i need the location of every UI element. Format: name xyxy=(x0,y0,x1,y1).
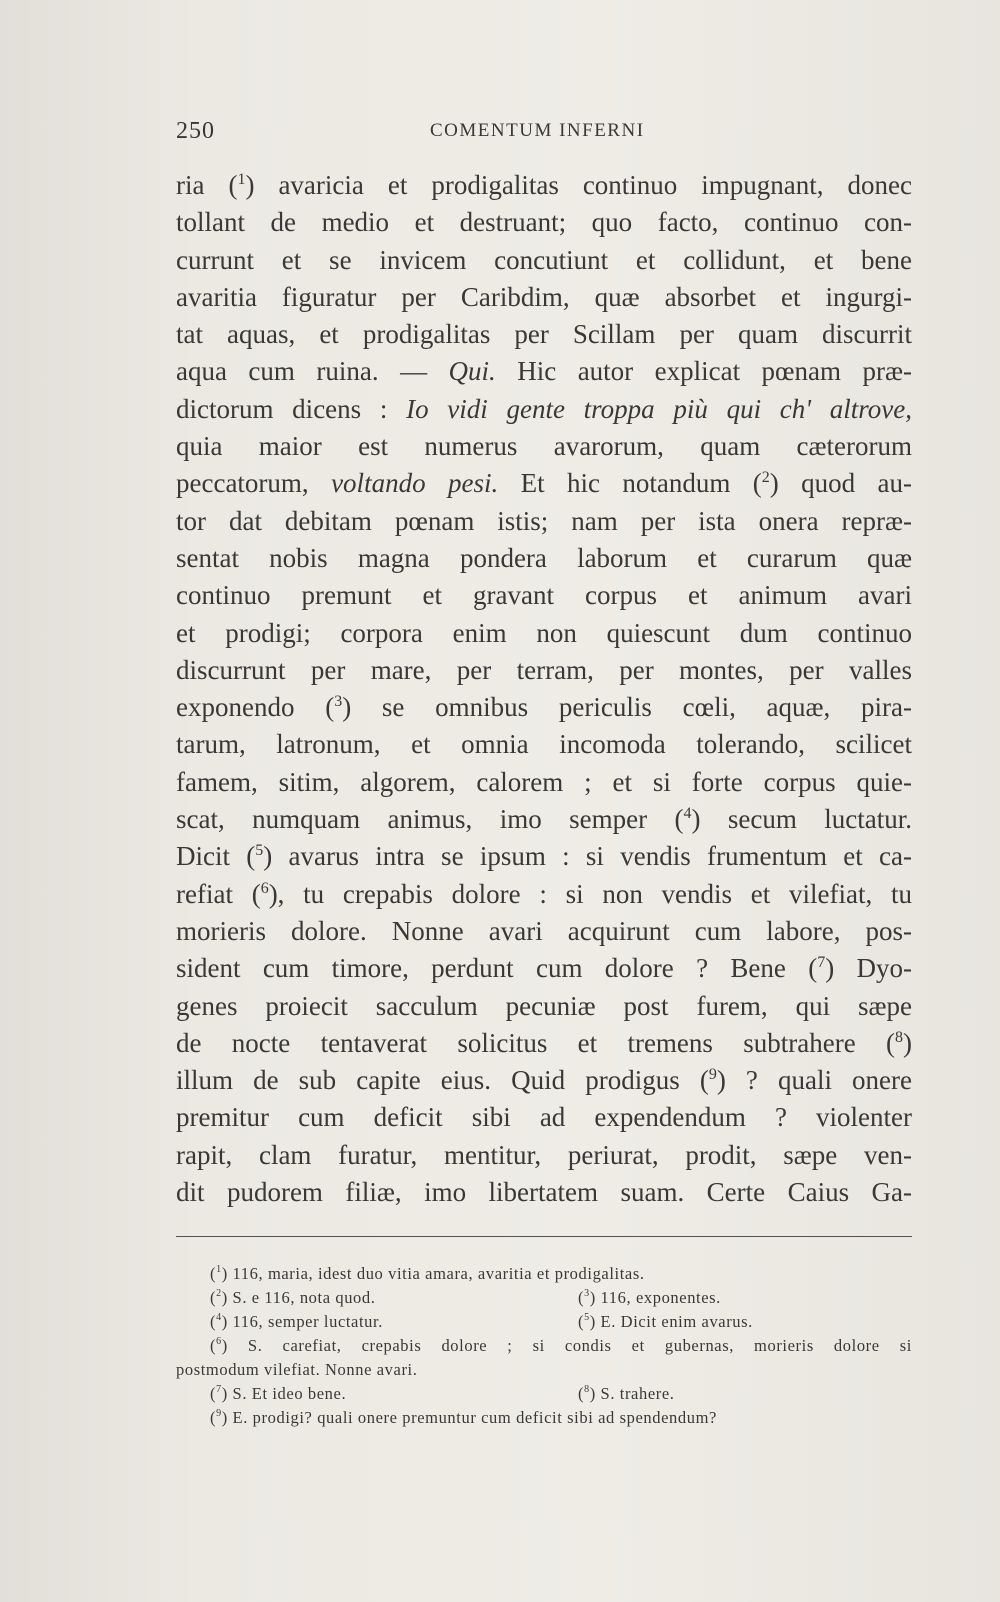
footnote: ($^6$) S. carefiat, crepabis dolore ; si condis et gubernas, morieris dolore si xyxy=(210,1336,912,1355)
text-line: rapit, clam furatur, mentitur, periurat, prodit, sæpe ven- xyxy=(176,1139,912,1170)
body-text xyxy=(176,167,912,1211)
text-line: ria ($^1$) avaricia et prodigalitas continuo impugnant, donec xyxy=(176,170,912,200)
footnote-ref: 2 xyxy=(761,469,770,487)
text-line: avaritia figuratur per Caribdim, quæ absorbet et ingurgi- xyxy=(176,281,912,312)
text-line: currunt et se invicem concutiunt et collidunt, et bene xyxy=(176,244,912,275)
footnote: ($^5$) E. Dicit enim avarus. xyxy=(578,1312,753,1331)
quotation-italic: Io vidi gente troppa più qui ch' altrove, xyxy=(406,393,912,424)
text-line: continuo premunt et gravant corpus et animum avari xyxy=(176,580,912,611)
text-line: sident cum timore, perdunt cum dolore ? Bene ($^7$) Dyo- xyxy=(176,953,912,984)
text-line: quia maior est numerus avarorum, quam cæterorum xyxy=(176,431,912,462)
text-line: aqua cum ruina. — Qui. Hic autor explicat pœnam præ- xyxy=(176,356,912,387)
footnote-ref: 7 xyxy=(817,954,826,972)
footnote-pair xyxy=(176,1286,912,1310)
text-line: dictorum dicens : Io vidi gente troppa più qui ch' altrove, xyxy=(176,393,912,424)
footnotes xyxy=(176,1262,912,1430)
footnote-divider xyxy=(176,1236,912,1237)
running-title: COMENTUM INFERNI xyxy=(430,120,645,141)
text-line: famem, sitim, algorem, calorem ; et si forte corpus quie- xyxy=(176,766,912,797)
text-line: dit pudorem filiæ, imo libertatem suam. Certe Caius Ga- xyxy=(176,1177,912,1208)
text-line: exponendo ($^3$) se omnibus periculis cœli, aquæ, pira- xyxy=(176,692,912,723)
footnote-ref: 5 xyxy=(255,842,264,860)
text-line: refiat ($^6$), tu crepabis dolore : si non vendis et vilefiat, tu xyxy=(176,878,912,909)
text-line: discurrunt per mare, per terram, per montes, per valles xyxy=(176,654,912,685)
footnote-ref: 1 xyxy=(237,171,246,188)
text-line: tollant de medio et destruant; quo facto, continuo con- xyxy=(176,207,912,238)
text-line: Dicit ($^5$) avarus intra se ipsum : si vendis frumentum et ca- xyxy=(176,841,912,872)
footnote-ref: 4 xyxy=(683,805,692,823)
footnote: ($^7$) S. Et ideo bene. xyxy=(210,1384,347,1403)
footnote-pair xyxy=(176,1310,912,1334)
text-line: illum de sub capite eius. Quid prodigus ($^9$) ? quali onere xyxy=(176,1065,913,1096)
footnote: ($^1$) 116, maria, idest duo vitia amara, avaritia et prodigalitas. xyxy=(210,1264,645,1283)
footnote: ($^9$) E. prodigi? quali onere premuntur cum deficit sibi ad spendendum? xyxy=(210,1408,717,1427)
footnote-ref: 8 xyxy=(895,1028,903,1046)
footnote: ($^2$) S. e 116, nota quod. xyxy=(210,1288,376,1307)
text-line: tor dat debitam pœnam istis; nam per ista onera repræ- xyxy=(176,505,912,536)
text-line: premitur cum deficit sibi ad expendendum ? violenter xyxy=(176,1102,912,1133)
text-line: et prodigi; corpora enim non quiescunt dum continuo xyxy=(176,617,912,648)
text-line: scat, numquam animus, imo semper ($^4$) secum luctatur. xyxy=(176,804,912,835)
text-line: peccatorum, voltando pesi. Et hic notandum ($^2$) quod au- xyxy=(176,468,912,499)
footnote: ($^8$) S. trahere. xyxy=(578,1384,675,1403)
footnote-continuation: postmodum vilefiat. Nonne avari. xyxy=(176,1360,418,1379)
text-line: sentat nobis magna pondera laborum et curarum quæ xyxy=(176,542,912,573)
text-line: tarum, latronum, et omnia incomoda tolerando, scilicet xyxy=(176,729,912,760)
footnote-pair xyxy=(176,1382,912,1406)
page-number: 250 xyxy=(176,118,215,144)
footnote: ($^3$) 116, exponentes. xyxy=(578,1288,721,1307)
page-header xyxy=(176,118,666,148)
text-line: genes proiecit sacculum pecuniæ post furem, qui sæpe xyxy=(176,990,912,1021)
footnote-ref: 6 xyxy=(260,879,269,897)
text-line: de nocte tentaverat solicitus et tremens subtrahere ($^8$) xyxy=(176,1027,912,1058)
text-line: morieris dolore. Nonne avari acquirunt cum labore, pos- xyxy=(176,915,912,946)
footnote-ref: 9 xyxy=(708,1066,717,1084)
text-line: tat aquas, et prodigalitas per Scillam per quam discurrit xyxy=(176,319,912,350)
footnote: ($^4$) 116, semper luctatur. xyxy=(210,1312,383,1331)
footnote-ref: 3 xyxy=(334,693,343,711)
